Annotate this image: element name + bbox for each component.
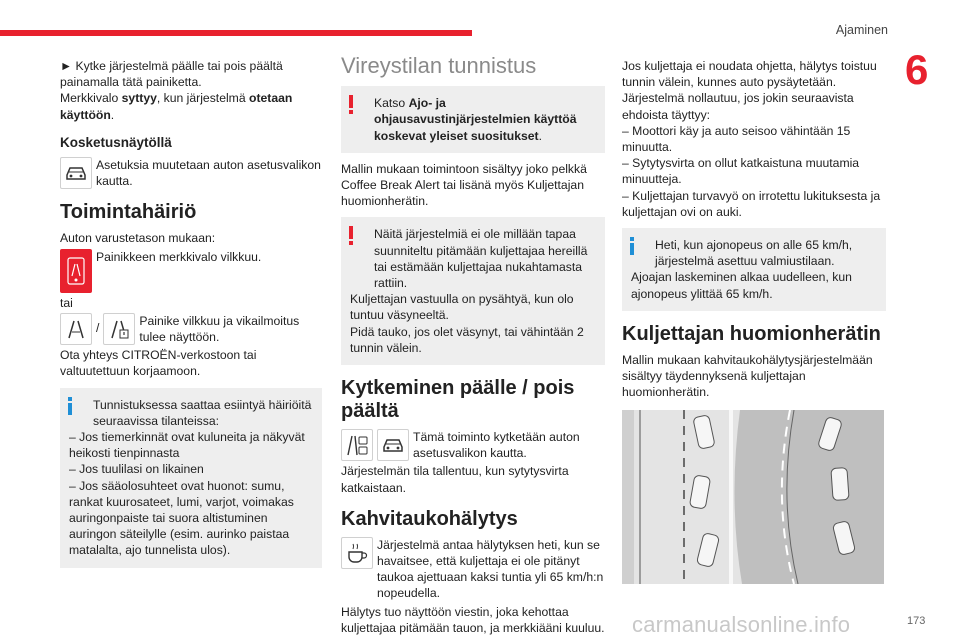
warning-note xyxy=(341,217,605,365)
slash: / xyxy=(96,320,100,335)
onoff-text: Tämä toiminto kytketään auton asetusvalikon kautta. xyxy=(413,430,580,461)
warning-text: Kuljettajan vastuulla on pysähtyä, kun olo tuntuu väsyneeltä. xyxy=(350,292,574,323)
fault-button-row xyxy=(60,249,322,293)
info-note xyxy=(60,388,322,568)
info-note xyxy=(622,228,886,311)
info-icon xyxy=(68,397,72,415)
touch-row xyxy=(60,157,322,189)
fault-intro: Auton varustetason mukaan: xyxy=(60,231,216,246)
lane-drifting-illustration xyxy=(622,410,884,584)
attention-text: Mallin mukaan kahvitaukohälytysjärjestelmään sisältyy täydennyksenä kuljettajan huomionherätin. xyxy=(622,352,873,400)
contact-text: Ota yhteys CITROËN-verkostoon tai valtuutettuun korjaamoon. xyxy=(60,348,257,379)
intro-text: ► Kytke järjestelmä päälle tai pois päältä painamalla tätä painiketta. xyxy=(60,59,283,90)
page-title: Vireystilan tunnistus xyxy=(341,53,537,78)
onoff-state: Järjestelmän tila tallentuu, kun sytytysvirta katkaistaan. xyxy=(341,464,569,495)
warning-text: Katso Ajo- ja ohjausavustinjärjestelmien käyttöä koskevat yleiset suositukset. xyxy=(374,96,577,143)
info-icon xyxy=(630,237,634,255)
coffee-cup-icon xyxy=(341,537,373,569)
header-accent-bar xyxy=(0,30,472,36)
column-2 xyxy=(341,53,605,636)
fault-icon-row xyxy=(60,313,322,345)
fault-button-text: Painikkeen merkkivalo vilkkuu. xyxy=(96,249,262,264)
body-text: Järjestelmä nollautuu, jos jokin seuraavista ehdoista täyttyy: xyxy=(622,91,854,122)
lane-fault-icon xyxy=(103,313,135,345)
coffee-row xyxy=(341,537,605,602)
watermark: carmanualsonline.info xyxy=(632,612,851,637)
list-item: – Moottori käy ja auto seisoo vähintään 15 minuutta. xyxy=(622,123,851,155)
warning-text: Näitä järjestelmiä ei ole millään tapaa suunniteltu pitämään kuljettajaa hereillä tai estämään kuljettajaa nukahtamasta rattiin. xyxy=(374,227,588,291)
fault-icon-text: Painike vilkkuu ja vikailmoitus tulee näyttöön. xyxy=(139,313,300,345)
page-number: 173 xyxy=(907,615,926,627)
chapter-number: 6 xyxy=(905,46,929,93)
indicator-text: Merkkivalo syttyy, kun järjestelmä otetaan käyttöön. xyxy=(60,91,293,122)
body-text: Mallin mukaan toimintoon sisältyy joko pelkkä Coffee Break Alert tai lisänä myös Kuljettajan huomionherätin. xyxy=(341,161,587,209)
touch-heading: Kosketusnäytöllä xyxy=(60,134,172,150)
car-settings-icon xyxy=(377,429,409,461)
driver-attention-icon xyxy=(341,429,373,461)
info-text: Heti, kun ajonopeus on alle 65 km/h, järjestelmä asettuu valmiustilaan. xyxy=(655,238,853,269)
column-1 xyxy=(60,58,322,576)
coffee-text-2: Hälytys tuo näyttöön viestin, joka kehottaa kuljettajaa pitämään tauon, ja merkkiääni kuuluu. xyxy=(341,604,605,635)
note-item: – Jos tiemerkinnät ovat kuluneita ja näkyvät heikosti tienpinnasta xyxy=(69,430,305,461)
lane-icon xyxy=(60,313,92,345)
note-item: – Jos tuulilasi on likainen xyxy=(69,462,204,477)
fault-heading: Toimintahäiriö xyxy=(60,201,197,224)
note-item: – Jos sääolosuhteet ovat huonot: sumu, rankat kuurosateet, lumi, varjot, voimakas auringonpaiste tai suora altistuminen auringon säteilylle (esim. aurinko paistaa matalalta, ajo tunnelista ulos). xyxy=(69,478,294,558)
onoff-row xyxy=(341,429,605,461)
section-title: Ajaminen xyxy=(835,23,888,37)
info-text: Ajoajan laskeminen alkaa uudelleen, kun ajonopeus ylittää 65 km/h. xyxy=(631,270,852,301)
touch-text: Asetuksia muutetaan auton asetusvalikon kautta. xyxy=(96,158,321,189)
column-3 xyxy=(622,58,886,584)
attention-heading: Kuljettajan huomionherätin xyxy=(622,322,881,345)
body-text: Jos kuljettaja ei noudata ohjetta, hälytys toistuu tunnin välein, kunnes auto pysäytetään. xyxy=(622,59,877,90)
list-item: – Kuljettajan turvavyö on irrotettu lukituksesta ja kuljettajan ovi on auki. xyxy=(622,188,881,219)
lane-warning-button-icon xyxy=(60,249,92,293)
coffee-text: Järjestelmä antaa hälytyksen heti, kun se havaitsee, että kuljettaja ei ole pitänyt taukoa ajettuaan kaksi tuntia yli 65 km/h:n nopeudella. xyxy=(377,537,604,601)
list-item: – Sytytysvirta on ollut katkaistuna muutamia minuutteja. xyxy=(622,156,860,187)
onoff-heading: Kytkeminen päälle / pois päältä xyxy=(341,377,575,423)
warning-icon xyxy=(349,226,353,245)
warning-note xyxy=(341,86,605,153)
or-text: tai xyxy=(60,295,73,310)
warning-text: Pidä tauko, jos olet väsynyt, tai vähintään 2 tunnin välein. xyxy=(350,324,584,355)
warning-icon xyxy=(349,95,353,114)
car-settings-icon xyxy=(60,157,92,189)
coffee-heading: Kahvitaukohälytys xyxy=(341,507,518,530)
note-intro: Tunnistuksessa saattaa esiintyä häiriöitä seuraavissa tilanteissa: xyxy=(93,397,312,428)
